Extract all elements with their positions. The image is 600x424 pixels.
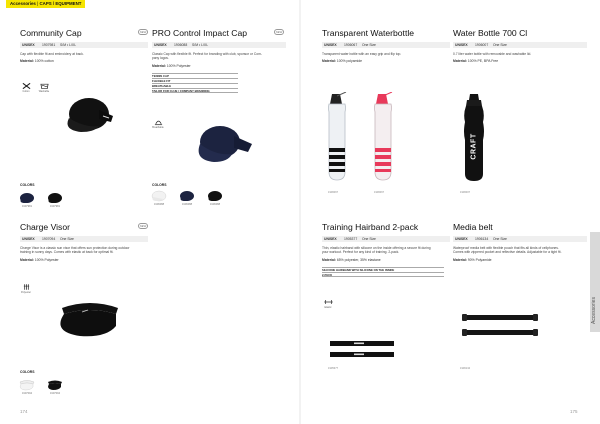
size-range: One Size	[362, 237, 376, 241]
material-label: Material:	[20, 59, 34, 64]
gender-label: UNISEX	[22, 43, 35, 47]
description-line: your workout. Perfect for any kind of training. 2-pack.	[322, 250, 400, 255]
material-value: 100% PE, BPA Free	[467, 59, 499, 64]
color-swatch[interactable]	[44, 379, 66, 395]
new-badge: NEW	[275, 30, 283, 34]
waterbottle-pink-image	[366, 92, 400, 184]
side-tab-label: Accessories	[591, 297, 597, 324]
size-range: S/M • L/XL	[60, 43, 77, 47]
feature-item: TAILOR FOR CLUB / COMPANY BRANDING	[152, 88, 238, 93]
description-line: Cap with flexible fit and embroidery at back.	[20, 52, 84, 56]
elastane-icon	[322, 298, 334, 309]
feature-item: BREATHABLE	[152, 83, 238, 88]
material-value: 100% cotton	[34, 59, 54, 64]
icon-label: Elastic	[324, 306, 332, 309]
material-value: 100% Polyester	[34, 257, 59, 262]
gender-label: UNISEX	[455, 43, 468, 47]
product-meta	[20, 42, 148, 48]
product-description	[20, 246, 148, 255]
size-range: One Size	[60, 237, 74, 241]
material-value: 65% polyester, 35% elastane	[336, 257, 381, 262]
size-range: S/M • L/XL	[192, 43, 209, 47]
article-number: 1905377	[344, 237, 358, 241]
product-title: PRO Control Impact Cap	[152, 28, 248, 38]
product-description	[322, 52, 450, 56]
color-swatch[interactable]	[204, 190, 226, 206]
product-meta	[453, 42, 587, 48]
feature-item: SILICONE HAIRBAND WITH SILICONE ON THE INSIDE	[322, 267, 444, 272]
gender-label: UNISEX	[154, 43, 167, 47]
subcategory-label: CAPS / EQUIPMENT	[39, 1, 82, 6]
product-pro-control-cap	[152, 28, 286, 93]
waterbottle-clear-image	[320, 92, 354, 184]
charge-visor-image	[52, 298, 128, 342]
art-code: 1906134	[460, 367, 471, 370]
product-meta	[322, 42, 450, 48]
gender-label: UNISEX	[324, 237, 337, 241]
color-swatches	[16, 379, 66, 395]
color-swatch[interactable]	[16, 379, 38, 395]
material-line	[322, 59, 450, 63]
product-water-bottle	[453, 28, 587, 63]
media-belt-image	[460, 310, 540, 342]
size-range: One Size	[493, 237, 507, 241]
product-meta	[322, 236, 450, 242]
product-meta	[152, 42, 286, 48]
side-tab[interactable]	[590, 232, 600, 332]
feature-list	[322, 267, 444, 277]
feature-item: FLEXIBLE FIT	[152, 78, 238, 83]
material-value: 100% Polyester	[166, 63, 191, 68]
section-tag	[6, 0, 85, 8]
art-code: 1906067	[328, 191, 339, 194]
swatch-code: 1906088	[153, 203, 165, 206]
material-value: 90% Polyamide	[467, 257, 492, 262]
material-line	[152, 64, 286, 68]
description-line: Waterproof media belt with flexible pouch that fits all kinds of cellphones.	[453, 246, 559, 250]
material-line	[20, 59, 148, 63]
swatch-code: 1906088	[181, 203, 193, 206]
page-number-right: 175	[570, 409, 578, 414]
icon-label: Cotton	[22, 90, 30, 93]
page-number-left: 174	[20, 409, 28, 414]
color-swatch[interactable]	[176, 190, 198, 206]
hairband-image	[328, 338, 398, 362]
product-description	[152, 52, 286, 61]
swatch-code: 1907981	[49, 205, 61, 208]
polyester-icon	[20, 283, 32, 294]
product-description	[20, 52, 148, 56]
art-code: 1905377	[328, 367, 339, 370]
product-meta	[20, 236, 148, 242]
gender-label: UNISEX	[455, 237, 468, 241]
product-title: Community Cap	[20, 28, 82, 38]
swatch-code: 1907094	[49, 392, 61, 395]
cotton-icon	[20, 82, 32, 93]
breathable-icon	[152, 118, 164, 129]
product-meta	[453, 236, 587, 242]
color-swatches	[148, 190, 226, 206]
product-description	[453, 52, 587, 56]
colors-label: COLORS	[20, 183, 35, 187]
art-code: 1906067	[374, 191, 385, 194]
description-line: Charge Visor is a classic sun visor that offers sun protection during outdoor	[20, 246, 130, 250]
material-line	[453, 258, 587, 262]
feature-icons	[20, 82, 50, 93]
description-line: Thin, elastic hairband with silicone on the inside offering a secure fit during	[322, 246, 431, 250]
water-bottle-black-image	[458, 92, 490, 184]
material-label: Material:	[453, 257, 467, 262]
description-line: Classic Cap with flexible fit. Perfect for branding with club, sponsor or Com-	[152, 52, 262, 56]
color-swatch[interactable]	[148, 190, 170, 206]
product-transparent-waterbottle	[322, 28, 450, 63]
page-header	[0, 0, 300, 8]
material-label: Material:	[322, 59, 336, 64]
material-label: Material:	[152, 63, 166, 68]
size-range: One Size	[493, 43, 507, 47]
bottle-logo: CRAFT	[470, 132, 478, 160]
color-swatch[interactable]	[44, 192, 66, 208]
icon-label: Breathable	[152, 126, 164, 129]
feature-icons	[322, 298, 334, 309]
feature-list	[152, 73, 238, 93]
colors-label: COLORS	[20, 370, 35, 374]
material-line	[322, 258, 450, 262]
color-swatches	[16, 192, 66, 208]
feature-icons	[152, 118, 164, 129]
feature-icons	[20, 283, 32, 294]
product-title: Charge Visor	[20, 222, 70, 232]
swatch-code: 1907094	[21, 392, 33, 395]
product-title: Transparent Waterbottle	[322, 28, 415, 38]
product-description	[453, 246, 587, 255]
washable-icon	[38, 82, 50, 93]
new-badge: NEW	[139, 30, 147, 34]
material-line	[453, 59, 587, 63]
description-line: Transparent water bottle with an easy grip and flip top.	[322, 52, 402, 56]
article-number: 1907981	[42, 43, 56, 47]
material-label: Material:	[20, 257, 34, 262]
page-spine	[299, 0, 301, 424]
gender-label: UNISEX	[22, 237, 35, 241]
colors-label: COLORS	[152, 183, 167, 187]
feature-item: TENNIS CAP	[152, 73, 238, 78]
description-line: Comes with zippered pocket and reflective details. Adjustable for a tight fit.	[453, 250, 562, 255]
swatch-code: 1906088	[209, 203, 221, 206]
art-code: 1906007	[460, 191, 471, 194]
product-charge-visor	[20, 222, 148, 262]
color-swatch[interactable]	[16, 192, 38, 208]
article-number: 1906134	[475, 237, 489, 241]
description-line: pany logos.	[152, 56, 169, 61]
icon-label: Polyester	[21, 291, 31, 294]
product-description	[322, 246, 450, 255]
material-label: Material:	[322, 257, 336, 262]
article-number: 1906088	[174, 43, 188, 47]
product-title: Training Hairband 2-pack	[322, 222, 419, 232]
material-label: Material:	[453, 59, 467, 64]
material-line	[20, 258, 148, 262]
description-line: 0.7 liter water bottle with removable and washable lid.	[453, 52, 532, 56]
icon-label: Washable	[38, 90, 50, 93]
description-line: training in sunny days. Comes with elastic at back for optimal fit.	[20, 250, 114, 255]
separator: |	[37, 1, 39, 6]
gender-label: UNISEX	[324, 43, 337, 47]
material-value: 100% polyamide	[336, 59, 362, 64]
size-range: One Size	[362, 43, 376, 47]
article-number: 1907094	[42, 237, 56, 241]
product-title: Water Bottle 700 Cl	[453, 28, 528, 38]
community-cap-image	[55, 92, 117, 138]
product-training-hairband	[322, 222, 450, 277]
pro-control-cap-image	[190, 120, 254, 168]
product-media-belt	[453, 222, 587, 262]
product-community-cap	[20, 28, 148, 63]
article-number: 1906067	[344, 43, 358, 47]
feature-item: 2-PACK	[322, 272, 444, 277]
product-title: Media belt	[453, 222, 493, 232]
new-badge: NEW	[139, 224, 147, 228]
article-number: 1906007	[475, 43, 489, 47]
swatch-code: 1907981	[21, 205, 33, 208]
category-label: Accessories	[10, 1, 36, 6]
